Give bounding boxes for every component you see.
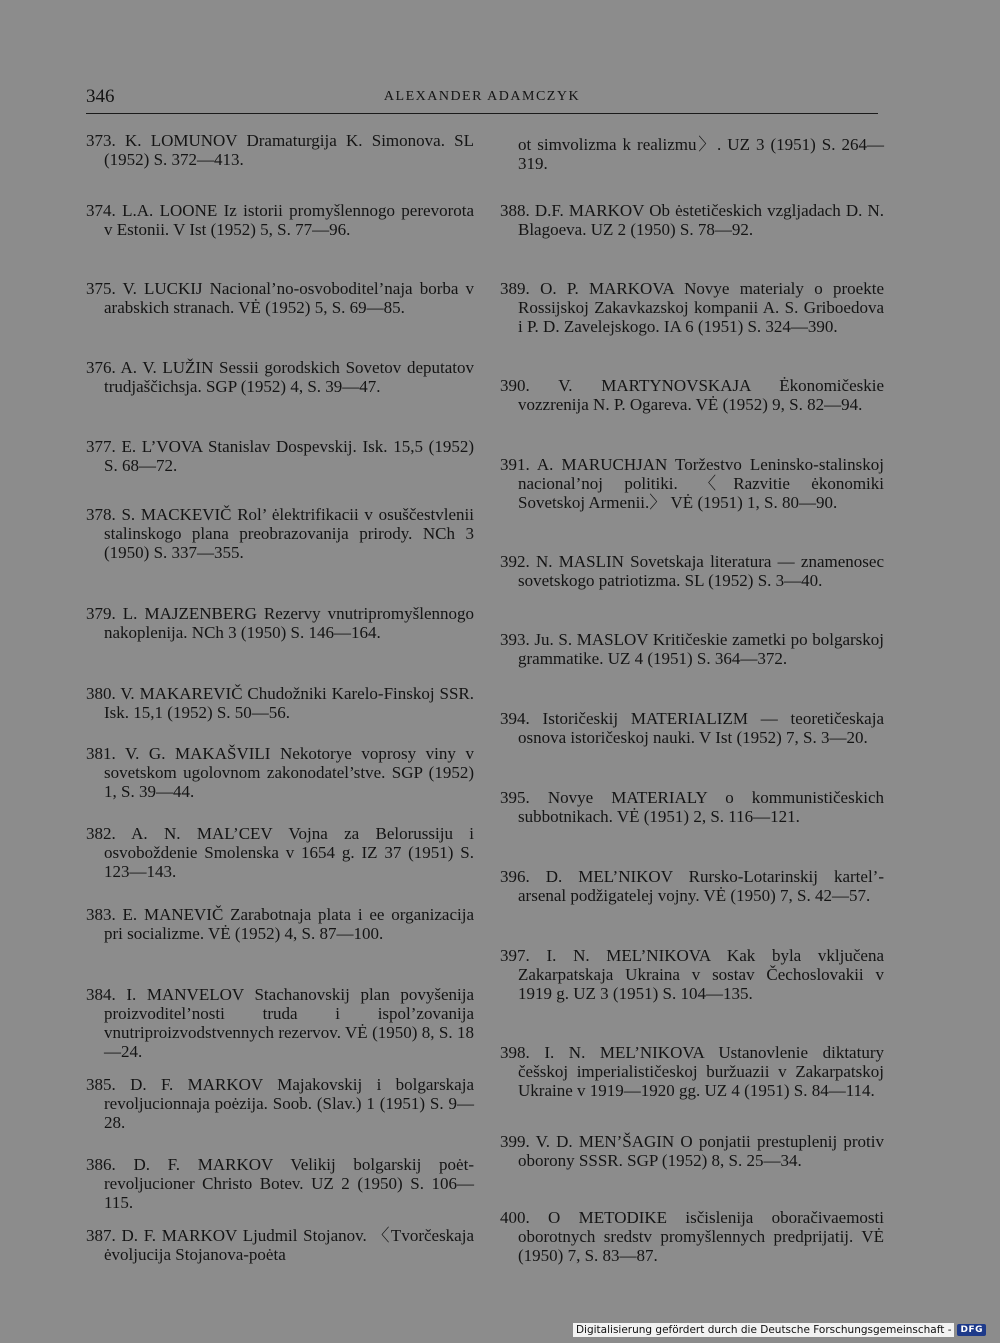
bib-entry-393: 393. Ju. S. MASLOV Kritičeskie zametki po bolgarskoj grammatike. UZ 4 (1951) S. 364—372. [500, 630, 884, 668]
bib-entry-381: 381. V. G. MAKAŠVILI Nekotorye voprosy viny v sovetskom ugolovnom zakonodatel’stve. SGP (1952) 1, S. 39—44. [86, 744, 474, 801]
page-header [86, 86, 878, 110]
running-title: ALEXANDER ADAMCZYK [383, 89, 581, 104]
bib-entry-398: 398. I. N. MEL’NIKOVA Ustanovlenie diktatury češskoj imperialističeskoj buržuazii v Zakarpatskoj Ukraine v 1919—1920 gg. UZ 4 (1951) S. 84—114. [500, 1043, 884, 1100]
bib-entry-380: 380. V. MAKAREVIČ Chudožniki Karelo-Finskoj SSR. Isk. 15,1 (1952) S. 50—56. [86, 684, 474, 722]
bib-entry-394: 394. Istoričeskij MATERIALIZM — teoretičeskaja osnova istoričeskoj nauki. V Ist (1952) 7, S. 3—20. [500, 709, 884, 747]
page-number: 346 [86, 86, 115, 107]
bib-entry-387: 387. D. F. MARKOV Ljudmil Stojanov. 〈Tvorčeskaja ėvoljucija Stojanova-poėta [86, 1226, 474, 1264]
bib-entry-378: 378. S. MACKEVIČ Rol’ ėlektrifikacii v osuščestvlenii stalinskogo plana preobrazovanija prirody. NCh 3 (1950) S. 337—355. [86, 505, 474, 562]
bib-entry-375: 375. V. LUCKIJ Nacional’no-osvoboditel’naja borba v arabskich stranach. VĖ (1952) 5, S. 69—85. [86, 279, 474, 317]
digitization-footer [573, 1321, 986, 1339]
bib-entry-399: 399. V. D. MEN’ŠAGIN O ponjatii prestuplenij protiv oborony SSSR. SGP (1952) 8, S. 25—34. [500, 1132, 884, 1170]
bib-entry-383: 383. E. MANEVIČ Zarabotnaja plata i ee organizacija pri socializme. VĖ (1952) 4, S. 87—100. [86, 905, 474, 943]
bib-entry-397: 397. I. N. MEL’NIKOVA Kak byla vključena Zakarpatskaja Ukraina v sostav Čechoslovakii v 1919 g. UZ 3 (1951) S. 104—135. [500, 946, 884, 1003]
bib-entry-388: 388. D.F. MARKOV Ob ėstetičeskich vzgljadach D. N. Blagoeva. UZ 2 (1950) S. 78—92. [500, 201, 884, 239]
bib-entry-373: 373. K. LOMUNOV Dramaturgija K. Simonova. SL (1952) S. 372—413. [86, 131, 474, 169]
bib-entry-395: 395. Novye MATERIALY o kommunističeskich subbotnikach. VĖ (1951) 2, S. 116—121. [500, 788, 884, 826]
bib-entry-374: 374. L.A. LOONE Iz istorii promyšlennogo perevorota v Estonii. V Ist (1952) 5, S. 77—96. [86, 201, 474, 239]
bib-entry-387-continued: ot simvolizma k realizmu〉. UZ 3 (1951) S. 264—319. [518, 135, 884, 173]
bib-entry-390: 390. V. MARTYNOVSKAJA Ėkonomičeskie vozzrenija N. P. Ogareva. VĖ (1952) 9, S. 82—94. [500, 376, 884, 414]
bib-entry-379: 379. L. MAJZENBERG Rezervy vnutripromyšlennogo nakoplenija. NCh 3 (1950) S. 146—164. [86, 604, 474, 642]
dfg-logo-icon: DFG [957, 1324, 986, 1336]
bib-entry-392: 392. N. MASLIN Sovetskaja literatura — znamenosec sovetskogo patriotizma. SL (1952) S. 3—40. [500, 552, 884, 590]
bib-entry-377: 377. E. L’VOVA Stanislav Dospevskij. Isk. 15,5 (1952) S. 68—72. [86, 437, 474, 475]
bib-entry-386: 386. D. F. MARKOV Velikij bolgarskij poėt-revoljucioner Christo Botev. UZ 2 (1950) S. 106—115. [86, 1155, 474, 1212]
bib-entry-384: 384. I. MANVELOV Stachanovskij plan povyšenija proizvoditel’nosti truda i ispol’zovanija vnutriproizvodstvennych rezervov. VĖ (1950) 8, S. 18—24. [86, 985, 474, 1061]
bib-entry-376: 376. A. V. LUŽIN Sessii gorodskich Sovetov deputatov trudjaščichsja. SGP (1952) 4, S. 39—47. [86, 358, 474, 396]
bib-entry-396: 396. D. MEL’NIKOV Rursko-Lotarinskij kartel’-arsenal podžigatelej vojny. VĖ (1950) 7, S. 42—57. [500, 867, 884, 905]
header-rule [86, 113, 878, 114]
bib-entry-385: 385. D. F. MARKOV Majakovskij i bolgarskaja revoljucionnaja poėzija. Soob. (Slav.) 1 (1951) S. 9—28. [86, 1075, 474, 1132]
bib-entry-391: 391. A. MARUCHJAN Toržestvo Leninsko-stalinskoj nacional’noj politiki. 〈Razvitie ėkonomiki Sovetskoj Armenii.〉 VĖ (1951) 1, S. 80—90. [500, 455, 884, 512]
bib-entry-400: 400. O METODIKE isčislenija oboračivaemosti oborotnych sredstv promyšlennych predprijatij. VĖ (1950) 7, S. 83—87. [500, 1208, 884, 1265]
bib-entry-389: 389. O. P. MARKOVA Novye materialy o proekte Rossijskoj Zakavkazskoj kompanii A. S. Griboedova i P. D. Zavelejskogo. IA 6 (1951) S. 324—390. [500, 279, 884, 336]
footer-text: Digitalisierung gefördert durch die Deutsche Forschungsgemeinschaft - [573, 1323, 955, 1337]
bib-entry-382: 382. A. N. MAL’CEV Vojna za Belorussiju i osvoboždenie Smolenska v 1654 g. IZ 37 (1951) S. 123—143. [86, 824, 474, 881]
